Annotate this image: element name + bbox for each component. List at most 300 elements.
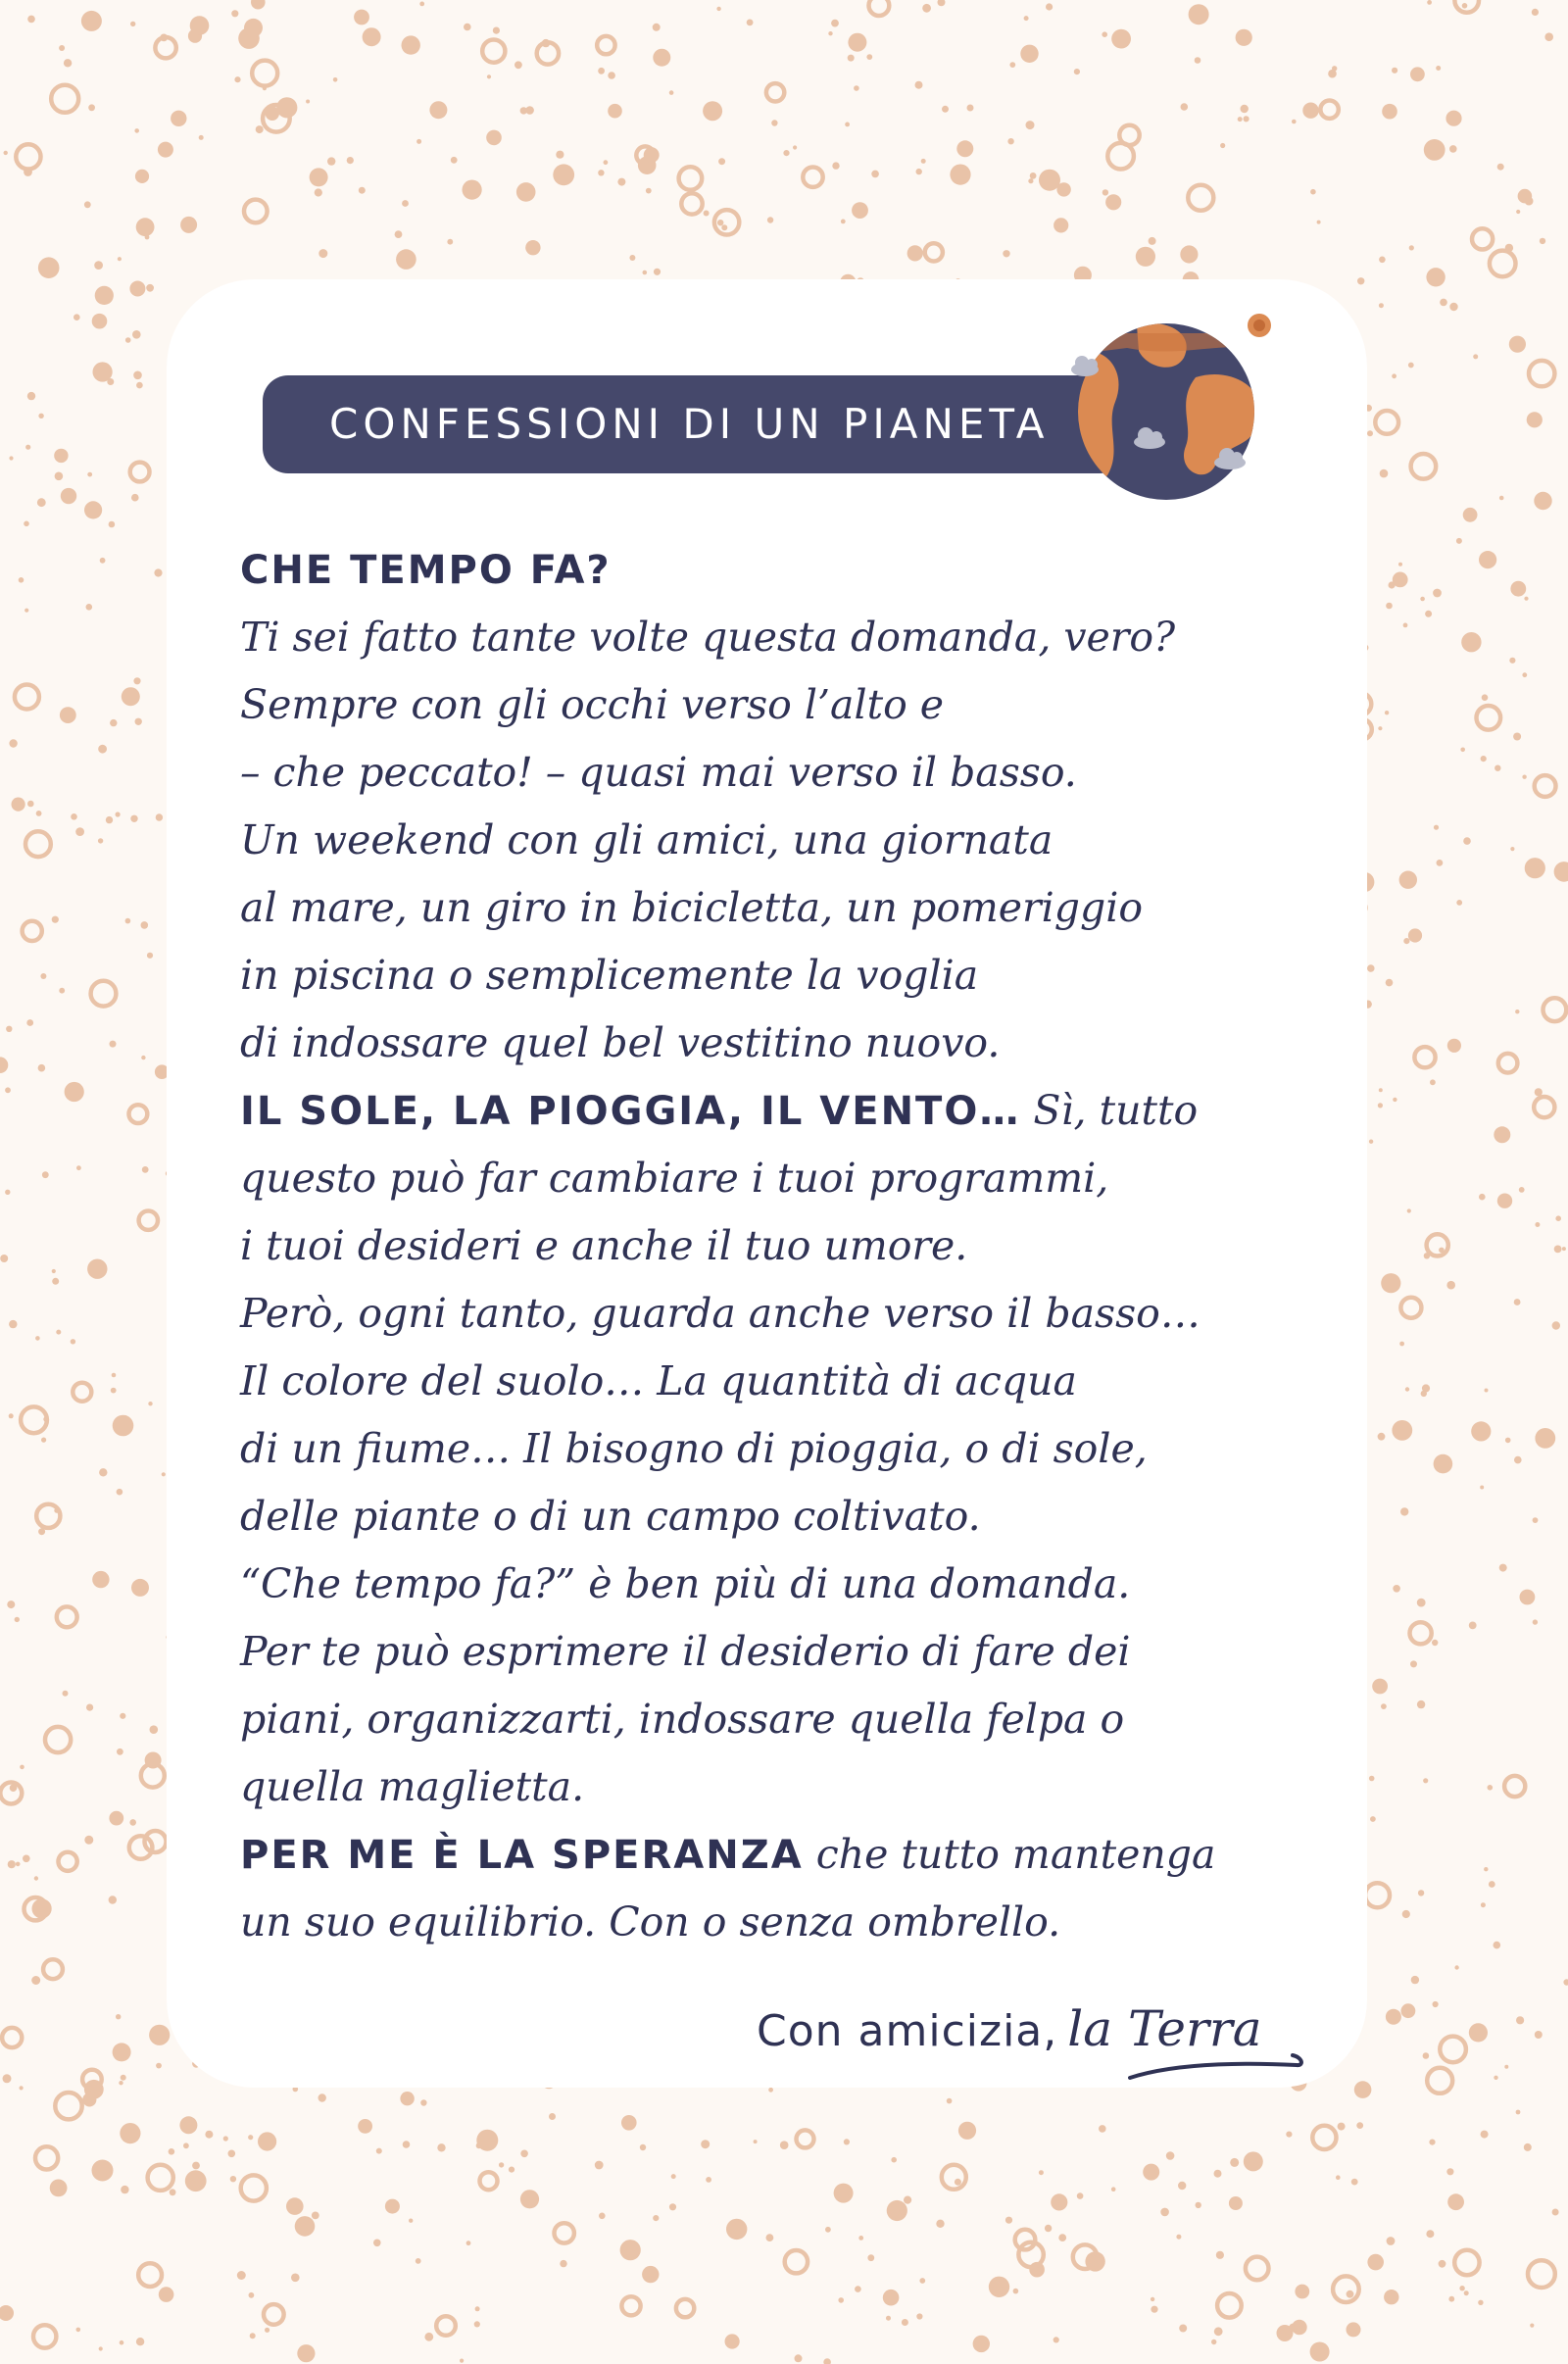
background-dot [1535,775,1556,797]
background-dot [61,488,76,504]
background-dot [141,1056,145,1059]
background-dot [1516,2110,1521,2115]
background-dot [834,2184,854,2203]
body-line-text: di indossare quel bel vestitino nuovo. [240,1019,1001,1066]
background-dot [1484,1867,1488,1871]
background-dot [487,74,491,78]
background-dot [376,2148,382,2154]
background-dot [938,0,946,6]
background-dot [117,1748,123,1755]
background-dot [549,2113,556,2120]
background-dot [424,2333,433,2341]
background-dot [1463,837,1471,845]
background-dot [402,200,409,207]
background-dot [1433,2001,1439,2007]
background-dot [139,1211,158,1230]
background-dot [1534,492,1551,510]
background-dot [1447,2193,1464,2210]
background-dot [1196,2202,1201,2208]
background-dot [1427,2068,1452,2093]
background-dot [43,1959,63,1979]
background-dot [9,1413,14,1418]
background-dot [1085,2251,1104,2271]
background-dot [416,2258,421,2264]
background-dot [71,1339,75,1344]
background-dot [84,1836,93,1845]
background-dot [598,68,605,74]
background-dot [1392,1420,1412,1441]
background-dot [264,2304,284,2325]
signature-swash [1122,2034,1308,2093]
background-dot [3,2074,12,2083]
background-dot [1015,2230,1036,2250]
background-dot [1409,245,1414,250]
background-dot [1417,1599,1426,1607]
background-dot [1535,2031,1543,2039]
background-dot [1241,105,1249,113]
background-dot [76,2328,81,2333]
background-dot [721,224,727,230]
background-dot [891,2157,897,2163]
background-dot [1449,303,1457,311]
background-dot [34,1876,38,1880]
background-dot [419,2,424,7]
background-dot [520,107,527,114]
background-dot [92,314,108,329]
background-dot [15,1617,20,1622]
background-dot [1481,2131,1489,2139]
background-dot [1494,1942,1501,1949]
background-dot [1499,496,1504,501]
background-dot [180,217,197,233]
background-dot [1421,1391,1427,1397]
background-dot [1447,1039,1461,1053]
background-dot [50,2180,68,2197]
background-dot [886,2316,891,2321]
background-dot [27,16,35,24]
background-dot [110,1041,117,1048]
background-dot [474,2321,480,2327]
background-dot [597,36,614,54]
background-dot [785,2250,808,2273]
background-dot [396,249,416,270]
background-dot [149,2025,170,2045]
background-dot [25,831,51,857]
background-dot [84,201,91,208]
background-dot [59,45,65,51]
background-dot [464,24,471,31]
background-dot [315,188,322,196]
background-dot [653,24,661,31]
body-line-text: Sì, tutto [1020,1087,1199,1134]
background-dot [553,164,574,185]
background-dot [158,142,173,158]
background-dot [312,2212,319,2220]
background-dot [1378,1433,1386,1441]
background-dot [76,1165,81,1170]
background-dot [676,2299,694,2317]
background-dot [23,1855,30,1863]
background-dot [258,2132,276,2150]
body-line [240,671,1328,739]
body-line [240,1077,1328,1145]
background-dot [681,193,702,214]
background-dot [135,718,142,725]
background-dot [1554,1246,1562,1254]
background-dot [138,2263,162,2287]
background-dot [644,147,660,163]
body-line-text: Sempre con gli occhi verso l’alto e [240,681,945,728]
body-line [240,1551,1328,1618]
background-dot [731,2231,738,2238]
background-dot [86,1704,93,1711]
background-dot [1498,1054,1518,1073]
background-dot [234,76,240,82]
background-dot [170,2189,176,2195]
background-dot [725,2334,740,2348]
background-dot [604,160,609,165]
background-dot [1439,2260,1446,2268]
background-dot [41,1438,46,1443]
background-dot [1417,1700,1425,1708]
background-dot [1555,1215,1561,1221]
background-dot [385,2199,400,2214]
background-dot [56,1330,61,1335]
background-dot [1449,145,1457,153]
background-dot [1356,2122,1363,2129]
background-dot [265,2328,270,2333]
background-dot [1525,858,1545,878]
background-dot [113,1415,134,1437]
background-dot [1077,2192,1084,2199]
background-dot [12,798,25,812]
background-dot [1401,2003,1416,2018]
background-dot [1166,2151,1175,2160]
background-dot [1403,623,1408,628]
background-dot [9,1320,17,1328]
background-dot [643,271,648,275]
background-dot [1320,101,1338,119]
background-dot [989,2277,1009,2297]
background-dot [20,1765,24,1770]
background-dot [706,2177,711,2183]
background-dot [3,151,7,155]
background-dot [169,2148,175,2155]
background-dot [59,1852,77,1871]
background-dot [447,239,453,245]
background-dot [1540,238,1545,244]
background-dot [1488,1785,1494,1791]
background-dot [451,157,458,164]
background-dot [887,2200,907,2221]
background-dot [1367,2254,1384,2271]
body-line [240,1686,1328,1753]
background-dot [1471,1421,1491,1441]
background-dot [109,521,116,528]
background-dot [248,2135,253,2140]
background-dot [75,827,84,836]
body-line [240,739,1328,807]
background-dot [436,2316,456,2336]
background-dot [120,2123,140,2143]
background-dot [333,77,338,82]
background-dot [955,2179,961,2186]
background-dot [1026,121,1035,129]
background-dot [1392,373,1396,378]
background-dot [1410,1660,1417,1667]
page-title: CONFESSIONI DI UN PIANETA [329,400,1050,448]
background-dot [1393,1585,1400,1593]
background-dot [1423,2052,1430,2059]
background-dot [947,2098,953,2104]
background-dot [703,101,722,121]
background-dot [185,2170,207,2192]
background-dot [1230,2158,1239,2167]
background-dot [1403,938,1409,944]
background-dot [420,2099,426,2105]
background-dot [595,2161,604,2170]
background-dot [136,218,155,236]
background-dot [241,2175,267,2200]
background-dot [950,165,970,185]
background-dot [1380,469,1389,478]
body-line-text: che tutto mantenga [803,1831,1216,1878]
background-dot [831,20,839,27]
background-dot [109,1811,123,1826]
background-dot [24,521,29,527]
background-dot [106,816,113,823]
body-line-text: questo può far cambiare i tuoi programmi, [240,1155,1109,1202]
background-dot [1312,2126,1336,2149]
background-dot [1400,1507,1408,1515]
background-dot [134,128,139,133]
background-dot [919,2278,925,2284]
background-dot [145,235,150,240]
background-dot [327,157,335,165]
background-dot [0,1255,8,1262]
background-dot [252,61,277,86]
background-dot [1216,2251,1224,2259]
background-dot [1217,2293,1242,2318]
background-dot [617,178,625,186]
background-dot [608,72,615,79]
background-dot [1525,197,1534,206]
background-dot [120,1713,125,1719]
background-dot [653,49,670,67]
background-dot [40,973,46,979]
background-dot [125,337,131,343]
background-dot [556,151,564,159]
background-dot [318,249,327,258]
background-dot [55,472,64,481]
background-dot [302,2356,307,2361]
background-dot [1477,706,1501,730]
background-dot [5,1190,10,1195]
background-dot [1408,928,1422,942]
body-line [240,1415,1328,1483]
background-dot [1481,1902,1486,1907]
background-dot [1381,1273,1400,1293]
background-dot [514,61,522,69]
background-dot [854,85,859,91]
background-dot [1385,711,1389,714]
background-dot [1338,2123,1346,2131]
body-line-text: al mare, un giro in bicicletta, un pomeriggio [240,884,1144,931]
background-dot [1472,228,1493,249]
background-dot [237,2271,246,2280]
body-line [240,1145,1328,1212]
body-line-text: Però, ogni tanto, guarda anche verso il basso… [240,1290,1200,1337]
background-dot [1386,2009,1401,2025]
background-dot [793,145,797,149]
background-dot [1411,1976,1419,1984]
background-dot [0,1057,8,1073]
background-dot [1039,2170,1044,2175]
background-dot [27,392,35,400]
background-dot [1533,1517,1539,1523]
background-dot [1136,247,1155,267]
background-dot [38,1528,45,1535]
background-dot [0,2305,14,2321]
background-dot [1562,1247,1566,1251]
background-dot [1400,1298,1421,1318]
background-dot [1515,1010,1519,1013]
background-dot [205,2131,213,2139]
background-dot [560,2260,566,2267]
background-dot [1176,2235,1181,2240]
background-dot [1310,2342,1330,2362]
background-dot [1448,2296,1454,2302]
background-dot [132,330,141,339]
background-dot [130,815,137,822]
background-dot [400,2092,414,2105]
background-dot [608,104,622,119]
background-dot [1369,1140,1373,1144]
background-dot [1333,2276,1359,2302]
background-dot [1351,2179,1358,2186]
background-dot [1433,589,1442,598]
background-dot [1214,2170,1222,2178]
background-dot [1336,2175,1341,2180]
background-dot [1046,3,1053,10]
background-dot [629,255,635,261]
background-dot [73,1383,91,1402]
background-dot [480,2172,498,2190]
background-dot [1003,250,1009,257]
background-dot [1398,563,1402,566]
background-dot [1328,70,1337,78]
background-dot [230,2176,236,2182]
background-dot [1482,694,1489,701]
background-dot [87,1259,107,1279]
background-dot [1494,1126,1510,1143]
background-dot [844,2139,850,2144]
background-dot [1499,1564,1507,1572]
background-dot [1347,2322,1361,2337]
background-dot [154,568,162,576]
background-dot [403,2141,411,2148]
body-line-emphasis: CHE TEMPO FA? [240,548,612,593]
background-dot [136,2338,144,2345]
background-dot [942,106,949,113]
background-dot [1378,726,1382,730]
background-dot [1463,508,1478,522]
background-dot [1292,120,1297,124]
background-dot [286,2197,304,2215]
background-dot [223,2136,228,2141]
signature-closing: Con amicizia, [757,2006,1058,2056]
body-line-text: un suo equilibrio. Con o senza ombrello. [240,1898,1061,1945]
background-dot [1497,1194,1512,1208]
background-dot [42,1171,49,1178]
background-dot [871,171,879,178]
background-dot [133,371,142,380]
background-dot [71,813,77,820]
background-dot [231,10,238,17]
background-dot [1509,336,1526,353]
background-dot [45,1727,71,1752]
background-dot [845,123,850,127]
background-dot [1214,2327,1223,2336]
background-dot [858,2236,863,2241]
background-dot [916,169,922,174]
background-dot [1375,411,1398,434]
background-dot [1074,69,1080,74]
background-dot [797,2130,814,2147]
body-line [240,1212,1328,1280]
background-dot [1007,138,1013,144]
background-dot [1427,0,1432,5]
background-dot [476,2130,498,2151]
background-dot [766,83,784,101]
background-dot [598,170,604,175]
background-dot [1504,2065,1508,2069]
background-dot [1434,825,1439,830]
body-line [240,1010,1328,1077]
background-dot [9,739,17,747]
background-dot [1289,2324,1298,2333]
background-dot [244,200,268,223]
background-dot [1534,1097,1554,1117]
background-dot [91,981,117,1007]
background-dot [855,2286,861,2292]
background-dot [16,144,40,169]
background-dot [1533,1619,1538,1624]
background-dot [1426,2230,1434,2238]
background-dot [1485,1389,1489,1393]
background-dot [640,2144,646,2150]
background-dot [852,202,868,219]
background-dot [251,0,266,10]
background-dot [1009,62,1015,68]
body-line-text: Ti sei fatto tante volte questa domanda, vero? [240,614,1176,661]
body-line-text: Il colore del suolo… La quantità di acqua [240,1357,1077,1404]
body-line-text: “Che tempo fa?” è ben più di una domanda. [240,1560,1131,1607]
background-dot [1479,1194,1486,1201]
background-dot [86,604,93,611]
background-dot [1427,1234,1448,1256]
background-dot [1111,29,1131,49]
background-dot [179,2116,197,2134]
background-dot [87,472,92,477]
background-dot [1504,1776,1525,1797]
background-dot [109,1896,117,1903]
background-dot [1563,1979,1568,1985]
background-dot [147,953,153,959]
background-dot [499,2162,504,2167]
background-dot [36,1504,60,1528]
background-dot [65,1082,84,1102]
